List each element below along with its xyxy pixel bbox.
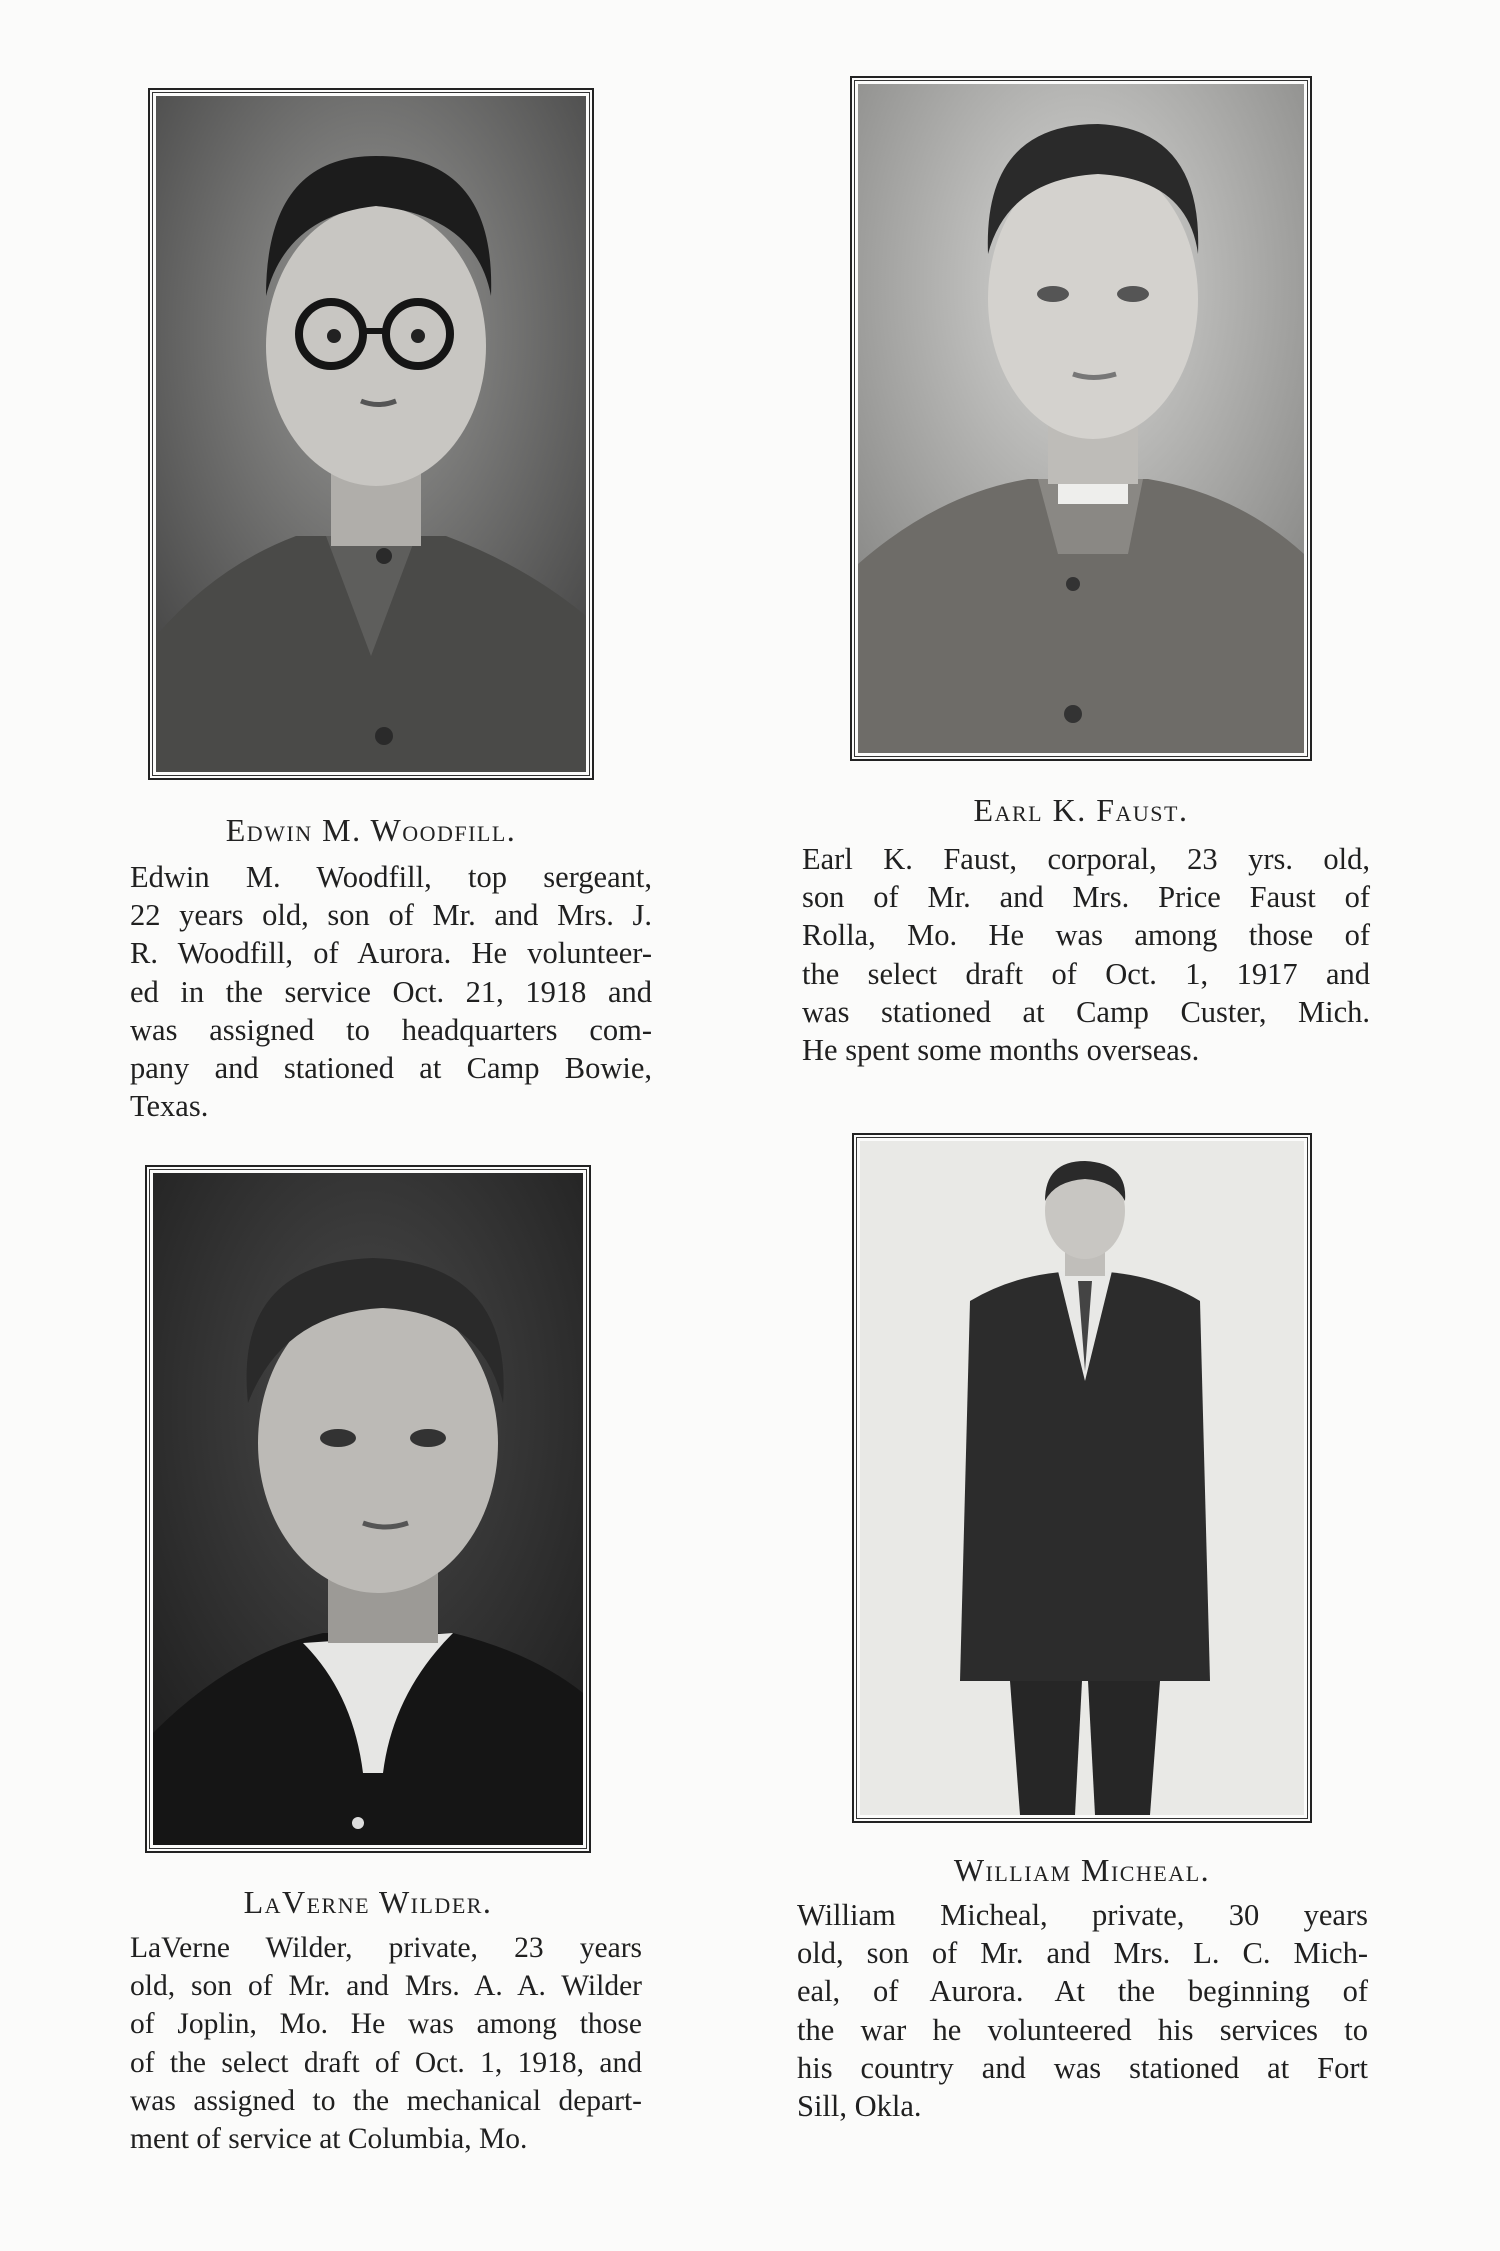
bio-line: of Joplin, Mo. He was among those (130, 2008, 642, 2041)
bio-line: old, son of Mr. and Mrs. L. C. Mich- (797, 1936, 1368, 1971)
bio-line: William Micheal, private, 30 years (797, 1898, 1368, 1932)
bio-line: ed in the service Oct. 21, 1918 and (130, 974, 652, 1009)
photo-wilder (153, 1173, 583, 1845)
portrait-woodfill (148, 88, 594, 780)
bio-line: Earl K. Faust, corporal, 23 yrs. old, (802, 842, 1370, 876)
bio-micheal (797, 1896, 1368, 2125)
portrait-micheal (852, 1133, 1312, 1823)
bio-line: He spent some months overseas. (802, 1033, 1200, 1068)
bio-line: eal, of Aurora. At the beginning of (797, 1974, 1368, 2009)
name-caption-wilder: LaVerne Wilder. (243, 1884, 493, 1920)
bio-line: R. Woodfill, of Aurora. He volunteer- (130, 936, 652, 971)
bio-line: Edwin M. Woodfill, top sergeant, (130, 860, 652, 894)
bio-line: 22 years old, son of Mr. and Mrs. J. (130, 898, 652, 933)
bio-line: the war he volunteered his services to (797, 2012, 1368, 2047)
bio-line: pany and stationed at Camp Bowie, (130, 1051, 652, 1086)
bio-line: was assigned to headquarters com- (130, 1012, 652, 1047)
photo-woodfill (156, 96, 586, 772)
portrait-wilder (145, 1165, 591, 1853)
name-caption-woodfill: Edwin M. Woodfill. (225, 812, 517, 848)
photo-faust (858, 84, 1304, 753)
photo-micheal (860, 1141, 1304, 1815)
bio-line: ment of service at Columbia, Mo. (130, 2123, 528, 2156)
bio-woodfill (130, 858, 652, 1125)
bio-line: LaVerne Wilder, private, 23 years (130, 1932, 642, 1964)
bio-line: son of Mr. and Mrs. Price Faust of (802, 880, 1370, 915)
bio-line: of the select draft of Oct. 1, 1918, and (130, 2046, 642, 2079)
bio-line: his country and was stationed at Fort (797, 2050, 1368, 2085)
portrait-faust (850, 76, 1312, 761)
name-caption-micheal: William Micheal. (953, 1852, 1211, 1888)
bio-line: old, son of Mr. and Mrs. A. A. Wilder (130, 1970, 642, 2003)
bio-wilder (130, 1929, 642, 2158)
bio-line: Rolla, Mo. He was among those of (802, 918, 1370, 953)
bio-line: Sill, Okla. (797, 2089, 922, 2124)
bio-faust (802, 840, 1370, 1069)
name-caption-faust: Earl K. Faust. (973, 792, 1189, 828)
bio-line: was assigned to the mechanical depart- (130, 2084, 642, 2117)
bio-line: Texas. (130, 1089, 209, 1124)
bio-line: the select draft of Oct. 1, 1917 and (802, 956, 1370, 991)
bio-line: was stationed at Camp Custer, Mich. (802, 994, 1370, 1029)
